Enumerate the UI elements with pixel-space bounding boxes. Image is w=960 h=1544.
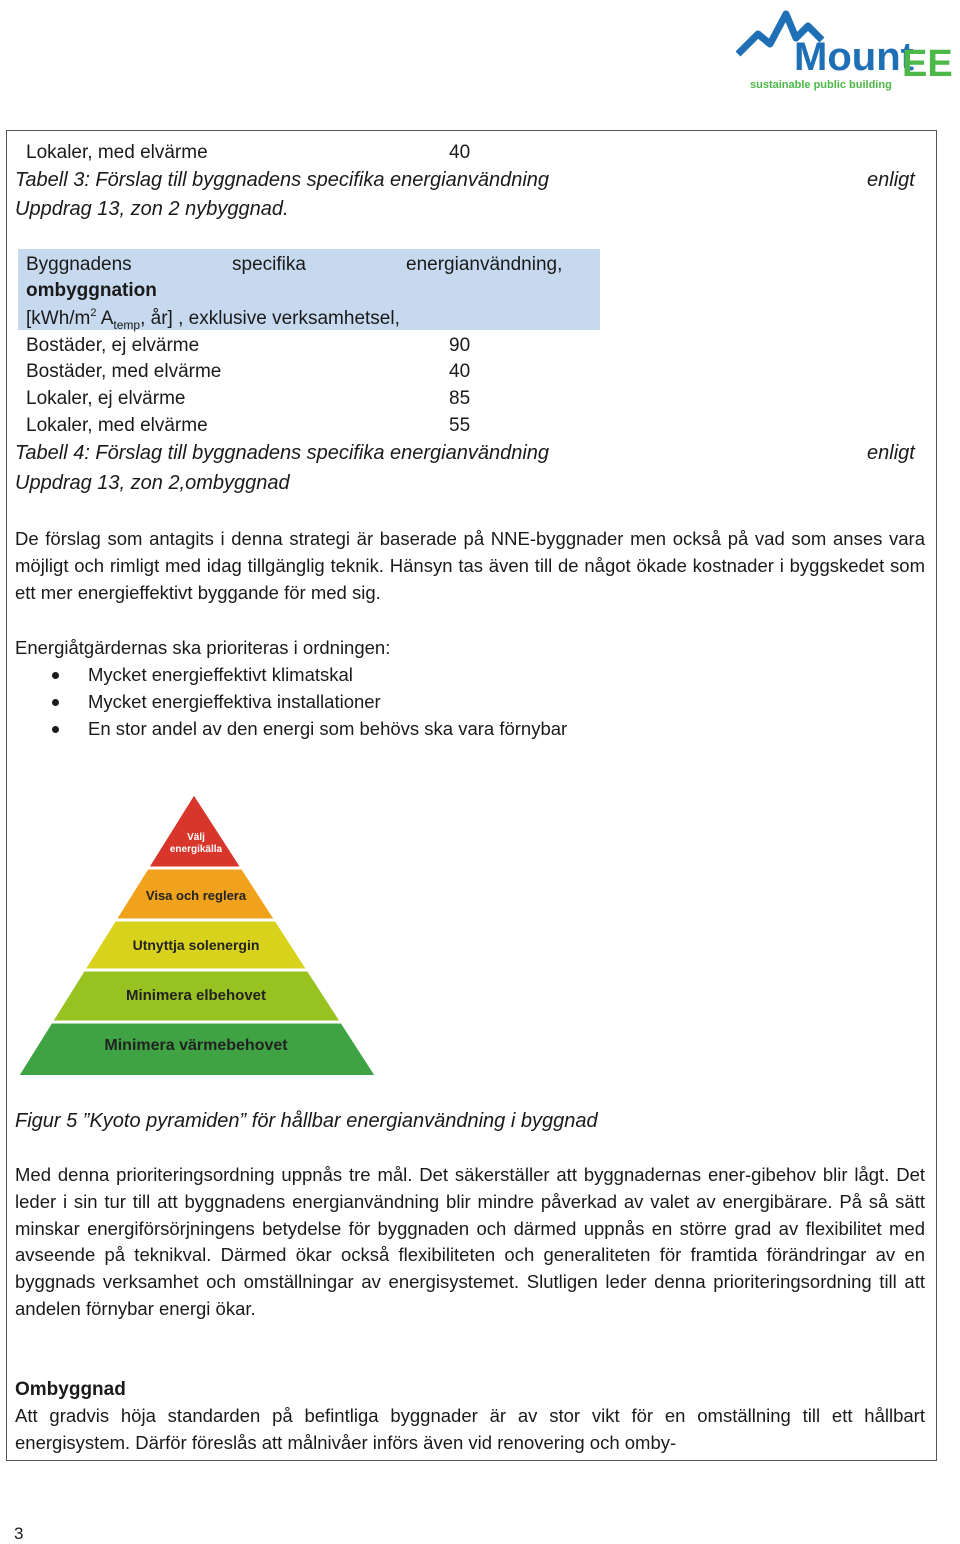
- unit-prefix: [kWh/m: [26, 308, 91, 329]
- unit-a: A: [96, 308, 114, 329]
- table4-caption-line2: Uppdrag 13, zon 2,ombyggnad: [15, 472, 290, 494]
- section-heading: Ombyggnad: [15, 1379, 126, 1400]
- table4-row-value: 55: [449, 415, 471, 436]
- logo-tagline: sustainable public building: [750, 79, 892, 91]
- table4-row-label: Lokaler, med elvärme: [26, 415, 208, 436]
- figure-caption: Figur 5 ”Kyoto pyramiden” för hållbar energianvändning i byggnad: [15, 1110, 598, 1132]
- table4-row-label: Bostäder, med elvärme: [26, 361, 222, 382]
- unit-sup: 2: [90, 307, 97, 319]
- pyramid-label-1b: energikälla: [169, 844, 223, 855]
- unit-sub: temp: [113, 317, 141, 332]
- paragraph-renovation: Att gradvis höja standarden på befintliga byggnader är av stor vikt för en omställning till ett hållbart energisystem. Därför föreslås att målnivåer införs även vid renovering och omby-: [15, 1405, 925, 1453]
- bullet-icon: [52, 726, 59, 733]
- table3-row-label: Lokaler, med elvärme: [26, 142, 208, 163]
- bullet-icon: [52, 699, 59, 706]
- table4-header-word2: specifika: [232, 254, 306, 275]
- priorities-intro: Energiåtgärdernas ska prioriteras i ordningen:: [15, 637, 391, 658]
- paragraph-strategy: De förslag som antagits i denna strategi är baserade på NNE-byggnader men också på vad som anses vara möjligt och rimligt med idag tillgänglig teknik. Hänsyn tas även till de något ökade kostnader i byggskedet som ett mer energieffektivt byggande för med sig.: [15, 528, 925, 603]
- pyramid-label-1a: Välj: [187, 832, 205, 843]
- table4-row-value: 40: [449, 361, 471, 382]
- list-item: Mycket energieffektivt klimatskal: [88, 664, 353, 685]
- table4-unit: [26, 308, 400, 331]
- table4-row-label: Lokaler, ej elvärme: [26, 388, 186, 409]
- table4-header-word3: energianvändning,: [406, 254, 563, 275]
- table4-row-label: Bostäder, ej elvärme: [26, 335, 200, 356]
- list-item: Mycket energieffektiva installationer: [88, 691, 381, 712]
- unit-suffix: , år] , exklusive verksamhetsel,: [140, 308, 400, 329]
- pyramid-label-2: Visa och reglera: [145, 888, 247, 903]
- table4-caption-right: enligt: [867, 442, 915, 464]
- mountee-logo: [736, 4, 958, 92]
- pyramid-level-1: [14, 790, 380, 868]
- page-number: 3: [14, 1524, 24, 1543]
- list-item: En stor andel av den energi som behövs ska vara förnybar: [88, 718, 568, 739]
- bullet-icon: [52, 672, 59, 679]
- pyramid-label-4: Minimera elbehovet: [125, 987, 267, 1004]
- table4-row-value: 90: [449, 335, 471, 356]
- table3-caption: Tabell 3: Förslag till byggnadens specifika energianvändning: [15, 169, 550, 191]
- table3-row-value: 40: [449, 142, 471, 163]
- logo-brand-suffix: EE: [902, 43, 953, 85]
- table4-row-value: 85: [449, 388, 471, 409]
- logo-brand: Mount: [794, 35, 914, 79]
- table4-header-word1: Byggnadens: [26, 254, 132, 275]
- pyramid-label-5: Minimera värmebehovet: [104, 1037, 288, 1054]
- kyoto-pyramid: [14, 790, 380, 1082]
- paragraph-priorities: Med denna prioriteringsordning uppnås tre mål. Det säkerställer att byggnadernas ener-gibehov blir lågt. Det leder i sin tur till att byggnadens energianvändning blir mindre påverkad av valet av energibärare. På så sätt minskar energiförsörjningens betydelse för byggnaden och därmed uppnås en större grad av flexibilitet med avseende på teknikval. Därmed ökar också flexibiliteten och generaliteten för framtida förändringar av en byggnads verksamhet och omställningar av energisystemet. Slutligen leder denna prioriteringsordning till att andelen förnybar energi ökar.: [15, 1164, 925, 1319]
- table4-header-bold: ombyggnation: [26, 280, 157, 301]
- pyramid-label-3: Utnyttja solenergin: [132, 937, 260, 953]
- table3-caption-line2: Uppdrag 13, zon 2 nybyggnad.: [15, 198, 289, 220]
- table3-caption-right: enligt: [867, 169, 915, 191]
- table4-caption: Tabell 4: Förslag till byggnadens specifika energianvändning: [15, 442, 550, 464]
